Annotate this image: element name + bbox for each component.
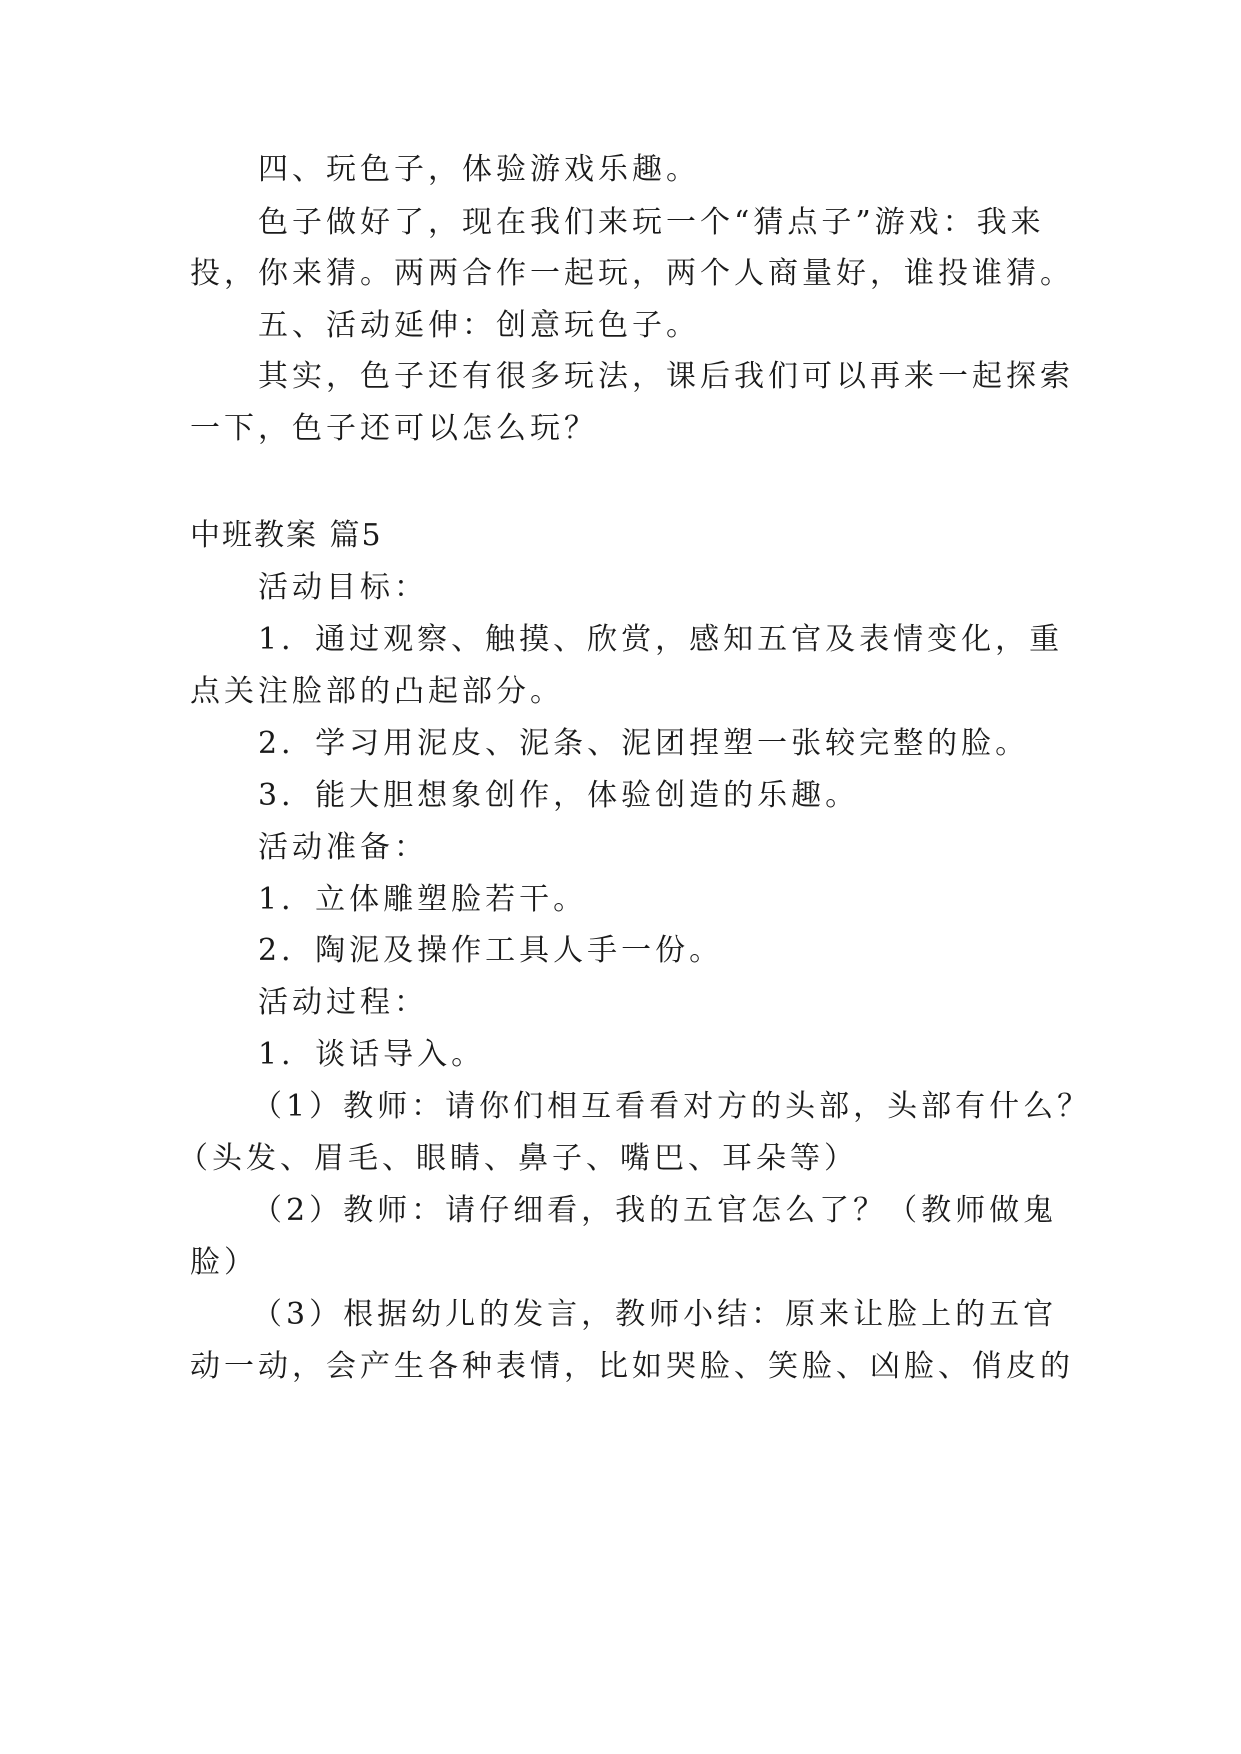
goals-heading: 活动目标： — [258, 570, 428, 605]
question-2-line1: （2）教师：请仔细看，我的五官怎么了？（教师做鬼 — [252, 1193, 1058, 1228]
goal-1-line1: 1．通过观察、触摸、欣赏，感知五官及表情变化，重 — [258, 622, 1064, 657]
section5-paragraph-line2: 一下，色子还可以怎么玩？ — [190, 411, 598, 446]
prep-item-2: 2．陶泥及操作工具人手一份。 — [258, 933, 724, 968]
prep-item-1: 1．立体雕塑脸若干。 — [258, 882, 588, 917]
process-step-1: 1．谈话导入。 — [258, 1037, 486, 1072]
section5-heading: 五、活动延伸：创意玩色子。 — [258, 308, 700, 343]
section5-paragraph-line1: 其实，色子还有很多玩法，课后我们可以再来一起探索 — [258, 359, 1074, 394]
goal-1-line2: 点关注脸部的凸起部分。 — [190, 674, 564, 709]
section4-heading: 四、玩色子，体验游戏乐趣。 — [258, 152, 700, 187]
question-1-line2: （头发、眉毛、眼睛、鼻子、嘴巴、耳朵等） — [178, 1141, 858, 1176]
question-3-line2: 动一动，会产生各种表情，比如哭脸、笑脸、凶脸、俏皮的 — [190, 1349, 1074, 1384]
lesson-title: 中班教案 篇5 — [190, 518, 383, 553]
goal-2: 2．学习用泥皮、泥条、泥团捏塑一张较完整的脸。 — [258, 726, 1030, 761]
question-2-line2: 脸） — [190, 1245, 258, 1280]
question-3-line1: （3）根据幼儿的发言，教师小结：原来让脸上的五官 — [252, 1297, 1058, 1332]
process-heading: 活动过程： — [258, 985, 428, 1020]
section4-paragraph-line2: 投，你来猜。两两合作一起玩，两个人商量好，谁投谁猜。 — [190, 256, 1074, 291]
goal-3: 3．能大胆想象创作，体验创造的乐趣。 — [258, 778, 860, 813]
question-1-line1: （1）教师：请你们相互看看对方的头部，头部有什么？ — [252, 1089, 1092, 1124]
prep-heading: 活动准备： — [258, 830, 428, 865]
section4-paragraph-line1: 色子做好了，现在我们来玩一个“猜点子”游戏：我来 — [258, 205, 1045, 240]
